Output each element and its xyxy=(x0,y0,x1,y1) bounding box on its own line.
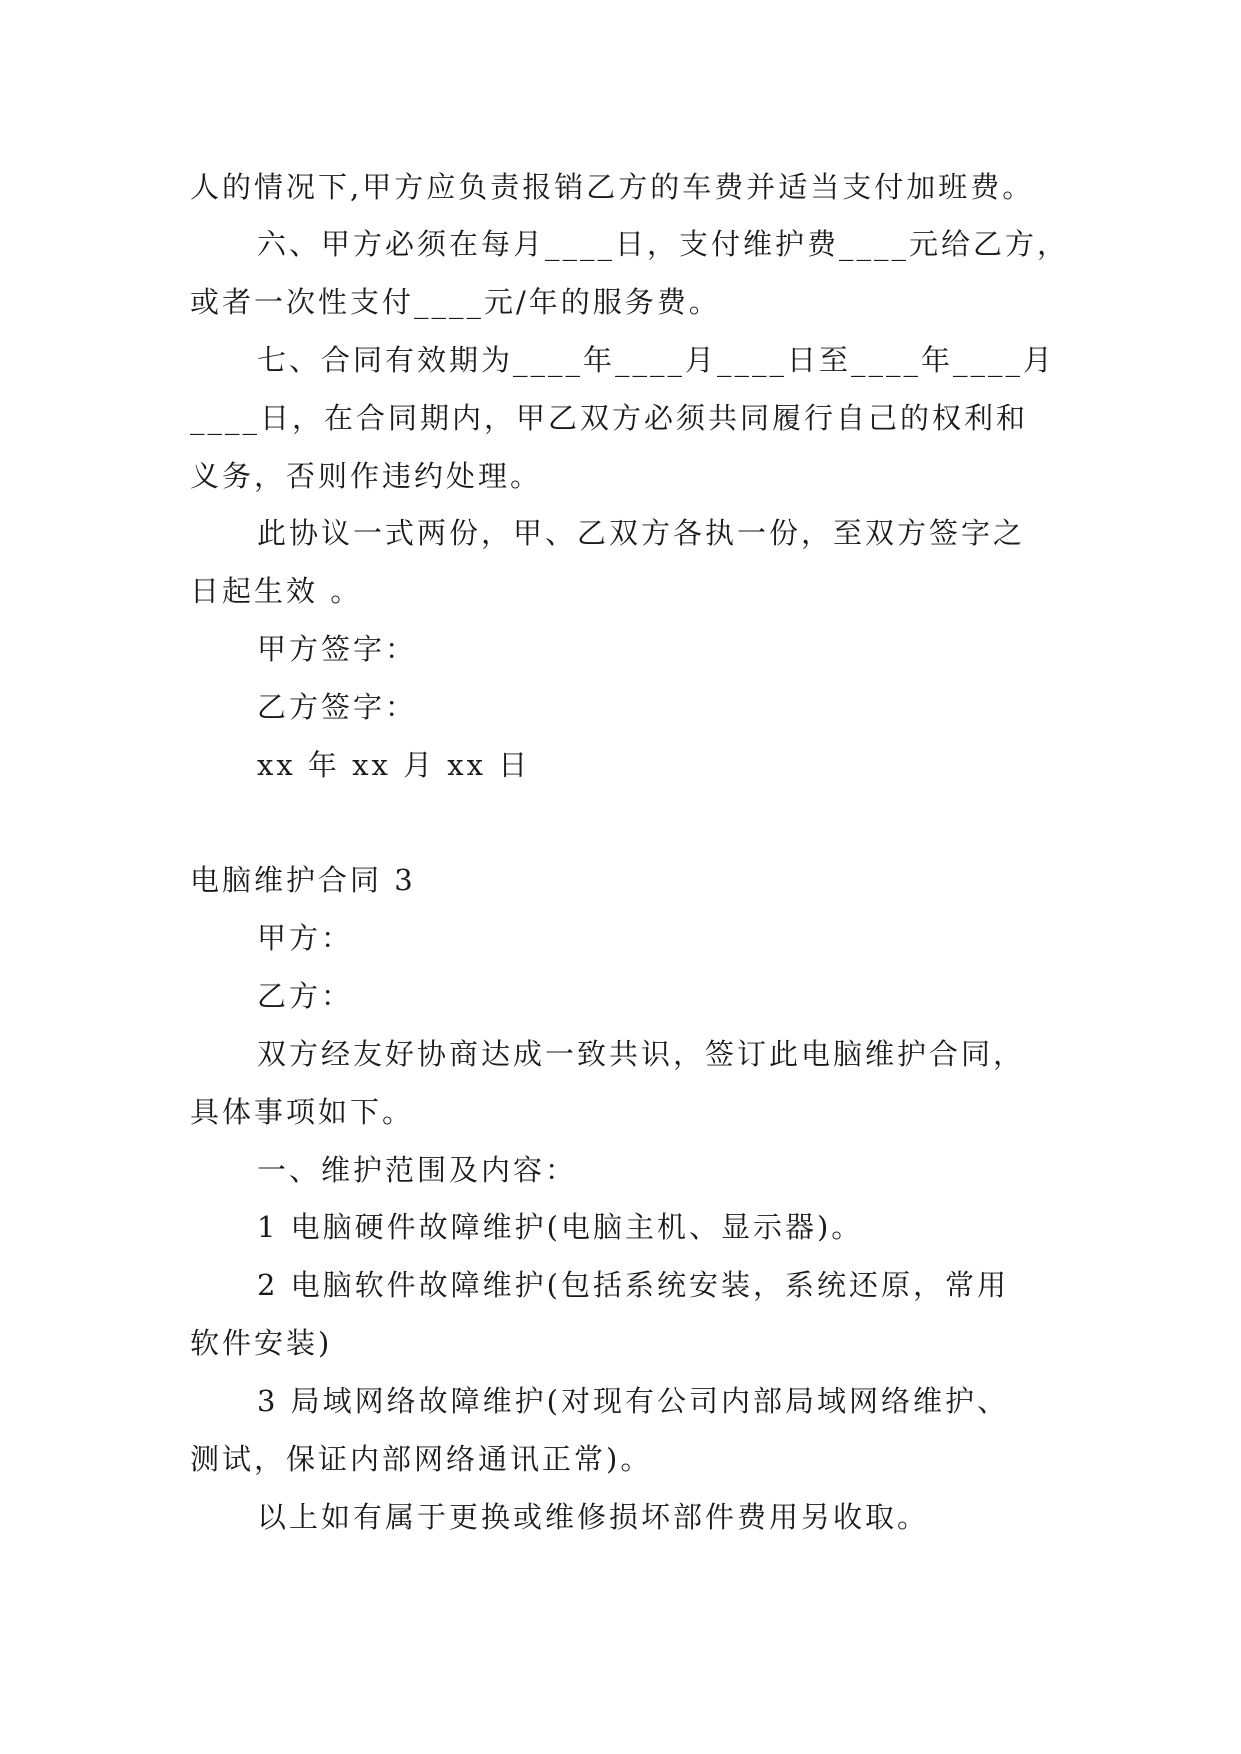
paragraph-line: ____日，在合同期内，甲乙双方必须共同履行自己的权利和 xyxy=(190,401,1029,435)
party-a-signature-line: 甲方签字： xyxy=(257,632,418,666)
party-b-signature-line: 乙方签字： xyxy=(257,690,418,724)
party-a-line: 甲方： xyxy=(257,921,354,955)
clause-heading: 一、维护范围及内容： xyxy=(257,1153,578,1187)
paragraph-line: 日起生效 。 xyxy=(190,574,363,608)
paragraph-line: 人的情况下,甲方应负责报销乙方的车费并适当支付加班费。 xyxy=(190,170,1035,204)
list-item: 1 电脑硬件故障维护(电脑主机、显示器)。 xyxy=(257,1210,864,1244)
list-item: 3 局域网络故障维护(对现有公司内部局域网络维护、 xyxy=(257,1384,1009,1418)
date-line: xx 年 xx 月 xx 日 xyxy=(257,748,531,782)
paragraph-line: 六、甲方必须在每月____日，支付维护费____元给乙方， xyxy=(257,227,1070,261)
paragraph-line: 双方经友好协商达成一致共识，签订此电脑维护合同， xyxy=(257,1037,1026,1071)
paragraph-line: 义务，否则作违约处理。 xyxy=(190,459,543,493)
list-item: 2 电脑软件故障维护(包括系统安装，系统还原，常用 xyxy=(257,1268,1009,1302)
paragraph-line: 或者一次性支付____元/年的服务费。 xyxy=(190,285,721,319)
party-b-line: 乙方： xyxy=(257,979,354,1013)
section-title: 电脑维护合同 3 xyxy=(190,863,416,897)
paragraph-line: 具体事项如下。 xyxy=(190,1095,415,1129)
paragraph-line: 七、合同有效期为____年____月____日至____年____月 xyxy=(257,343,1056,377)
paragraph-line: 以上如有属于更换或维修损坏部件费用另收取。 xyxy=(257,1500,930,1534)
list-item-continuation: 测试，保证内部网络通讯正常)。 xyxy=(190,1442,653,1476)
list-item-continuation: 软件安装) xyxy=(190,1326,333,1360)
paragraph-line: 此协议一式两份，甲、乙双方各执一份，至双方签字之 xyxy=(257,516,1026,550)
